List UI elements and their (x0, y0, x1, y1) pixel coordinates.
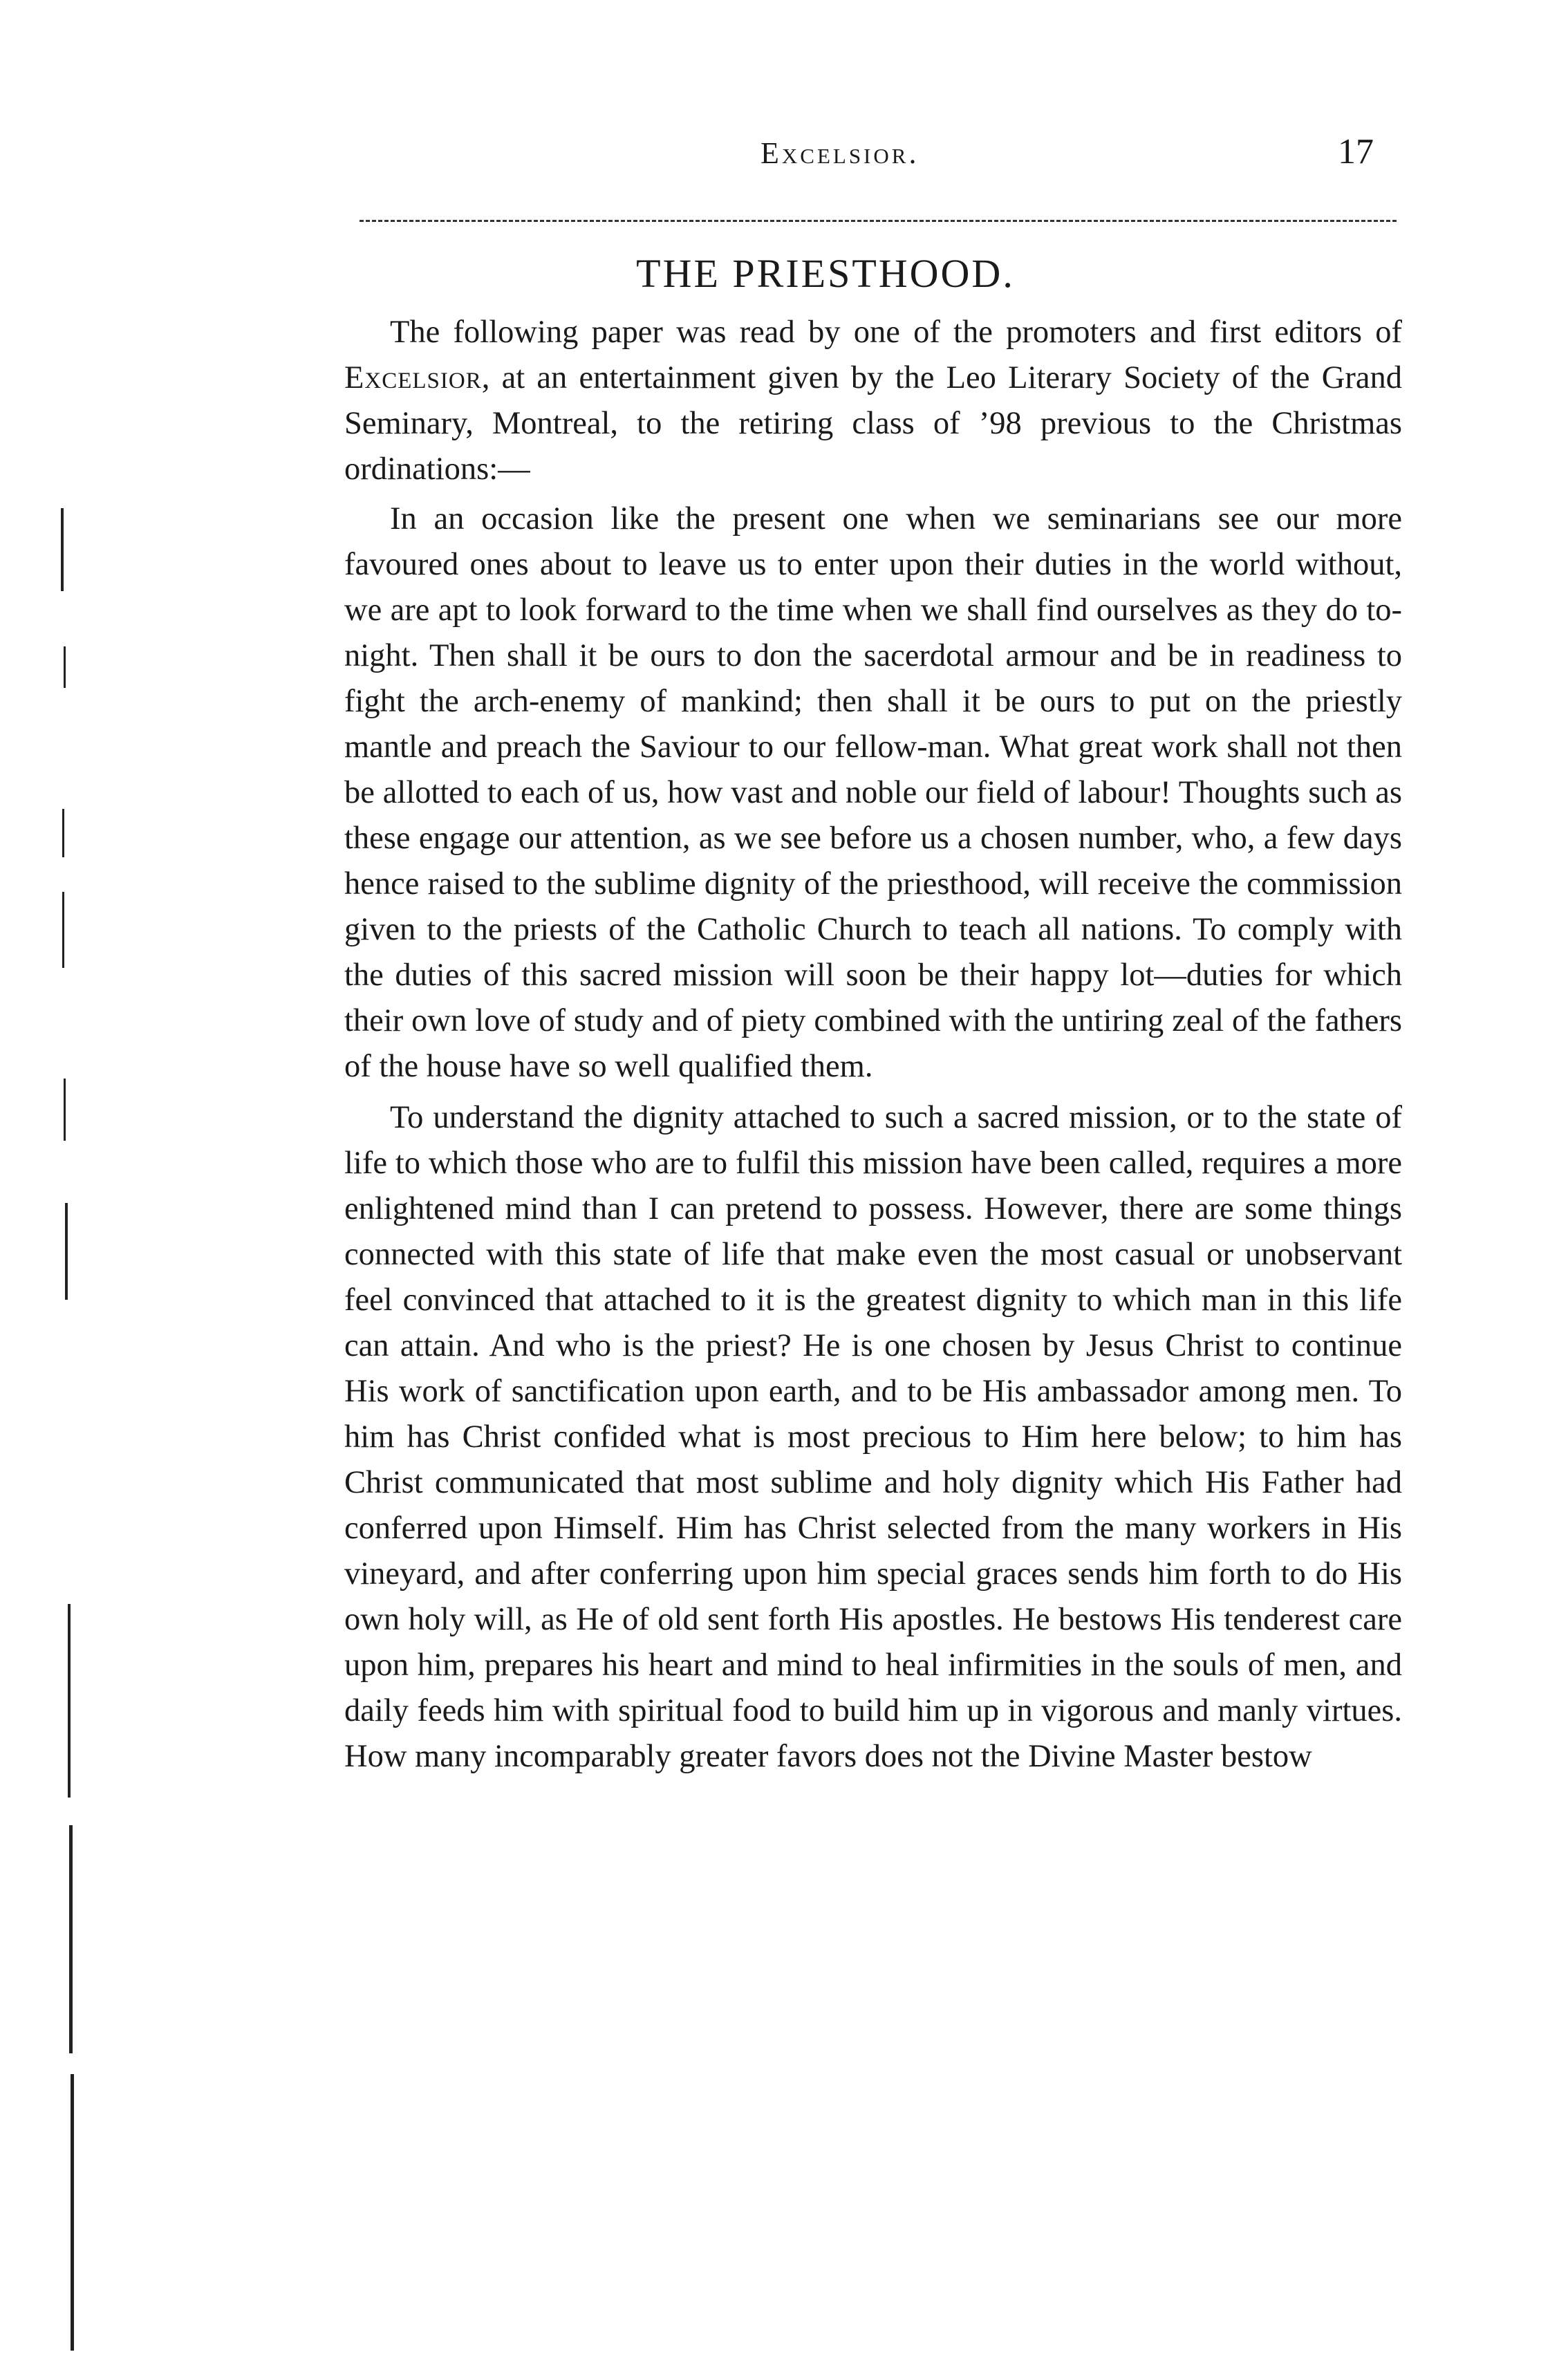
intro-paragraph (344, 310, 1402, 492)
body-paragraph: To understand the dignity attached to such a sacred mission, or to the state of life to which those who are to fulfil this mission have been called, requires a more enlightened mind than I can pretend to possess. However, there are some things connected with this state of life that make even the most casual or unobservant feel convinced that attached to it is the greatest dignity to which man in this life can attain. And who is the priest? He is one chosen by Jesus Christ to continue His work of sanctification upon earth, and to be His ambassador among men. To him has Christ confided what is most precious to Him here below; to him has Christ communicated that most sublime and holy dignity which His Father had conferred upon Himself. Him has Christ selected from the many workers in His vineyard, and after conferring upon him special graces sends him forth to do His own holy will, as He of old sent forth His apostles. He bestows His tenderest care upon him, prepares his heart and mind to heal infirmities in the souls of men, and daily feeds him with spiritual food to build him up in vigorous and manly virtues. How many incomparably greater favors does not the Divine Master bestow (344, 1100, 1402, 1774)
running-title: Excelsior. (760, 136, 920, 170)
intro-text-part2: , at an entertainment given by the Leo Literary Society of the Grand Seminary, Montreal, to the retiring class of ’98 previous to the Christmas ordinations:— (344, 360, 1402, 487)
excelsior-name: Excelsior (344, 360, 482, 395)
intro-text-part1: The following paper was read by one of the promoters and first editors of (390, 315, 1402, 350)
header-rule (360, 220, 1397, 222)
article-title: THE PRIESTHOOD. (636, 251, 1015, 296)
scan-margin-artifacts (0, 0, 111, 2361)
body-paragraph: In an occasion like the present one when we seminarians see our more favoured ones about to leave us to enter upon their duties in the world without, we are apt to look forward to the time when we shall find ourselves as they do to-night. Then shall it be ours to don the sacerdotal armour and be in readiness to fight the arch-enemy of mankind; then shall it be ours to put on the priestly mantle and preach the Saviour to our fellow-man. What great work shall not then be allotted to each of us, how vast and noble our field of labour! Thoughts such as these engage our attention, as we see before us a chosen number, who, a few days hence raised to the sublime dignity of the priesthood, will receive the commission given to the priests of the Catholic Church to teach all nations. To comply with the duties of this sacred mission will soon be their happy lot—duties for which their own love of study and of piety combined with the untiring zeal of the fathers of the house have so well qualified them. (344, 501, 1402, 1084)
article-body (344, 310, 1402, 1785)
page-number: 17 (1338, 132, 1374, 171)
